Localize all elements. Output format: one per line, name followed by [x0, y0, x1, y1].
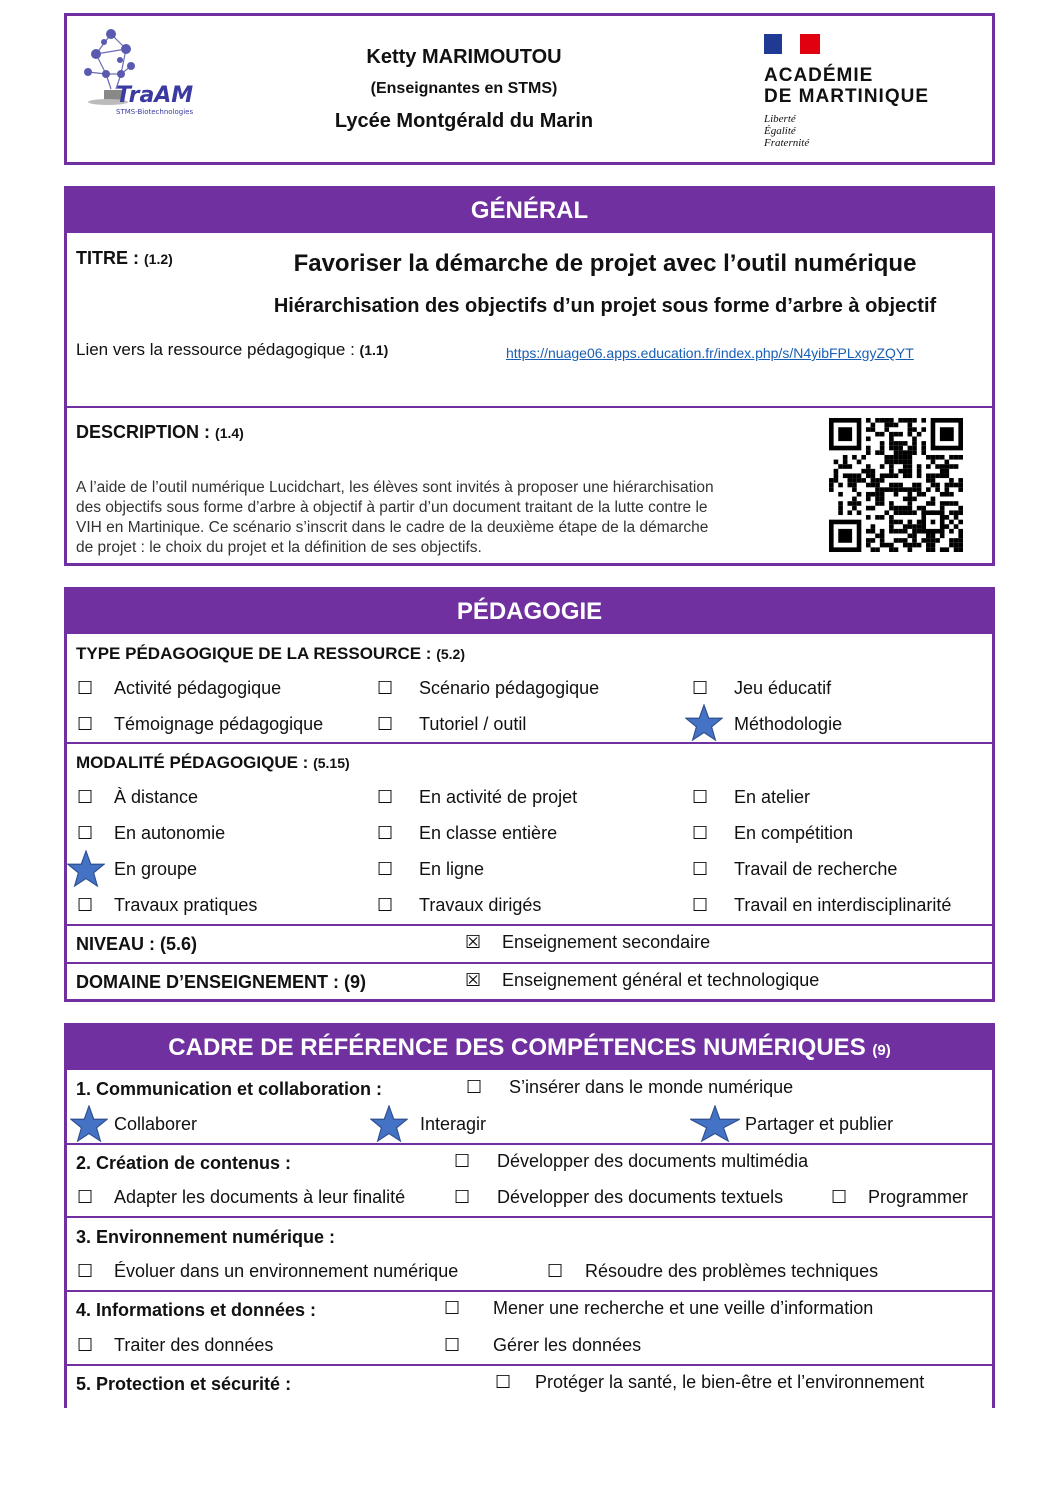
checkbox-tp[interactable]: ☐: [77, 895, 94, 916]
option-ligne: En ligne: [419, 859, 485, 879]
school-name: Lycée Montgérald du Marin: [334, 110, 594, 132]
link-label: Lien vers la ressource pédagogique : (1.1): [76, 340, 389, 359]
description-line: de projet : le choix du projet et la définition de ses objectifs.: [76, 539, 482, 556]
motto-liberte: Liberté: [764, 113, 796, 125]
star-icon[interactable]: [67, 850, 105, 888]
divider: [67, 1143, 992, 1145]
checkbox-tutoriel[interactable]: ☐: [377, 714, 394, 735]
option-td: Travaux dirigés: [419, 895, 542, 915]
french-flag-icon: [764, 34, 820, 54]
star-icon[interactable]: [70, 1105, 108, 1143]
option-traiter: Traiter des données: [114, 1335, 274, 1355]
checkbox-recherche[interactable]: ☐: [692, 859, 709, 880]
description-line: A l’aide de l’outil numérique Lucidchart, les élèves sont invités à proposer une hiérarchisation: [76, 479, 714, 496]
divider: [67, 406, 992, 408]
option-textuels: Développer des documents textuels: [497, 1187, 784, 1207]
section5-label: 5. Protection et sécurité :: [76, 1374, 292, 1394]
checkbox-textuels[interactable]: ☐: [454, 1187, 471, 1208]
lightbulb-network-icon: [76, 24, 206, 124]
option-activite: Activité pédagogique: [114, 678, 282, 698]
academie-logo: [764, 34, 964, 154]
svg-text:TraAM: TraAM: [116, 83, 194, 108]
checkbox-gerer[interactable]: ☐: [444, 1335, 461, 1356]
niveau-value: Enseignement secondaire: [502, 932, 711, 952]
traam-logo: [76, 24, 206, 124]
divider: [67, 1216, 992, 1218]
checkbox-projet[interactable]: ☐: [377, 787, 394, 808]
option-interagir: Interagir: [420, 1114, 487, 1134]
author-role: (Enseignantes en STMS): [370, 80, 558, 97]
option-competition: En compétition: [734, 823, 854, 843]
divider: [67, 742, 992, 744]
checkbox-adapter[interactable]: ☐: [77, 1187, 94, 1208]
option-collaborer: Collaborer: [114, 1114, 198, 1134]
option-autonomie: En autonomie: [114, 823, 226, 843]
type-label: TYPE PÉDAGOGIQUE DE LA RESSOURCE : (5.2): [76, 644, 466, 663]
resource-subtitle: Hiérarchisation des objectifs d’un projet sous forme d’arbre à objectif: [273, 295, 937, 317]
description-text: [76, 478, 816, 558]
resource-title: Favoriser la démarche de projet avec l’outil numérique: [293, 250, 917, 277]
checkbox-veille[interactable]: ☐: [444, 1298, 461, 1319]
divider: [67, 1290, 992, 1292]
divider: [67, 924, 992, 926]
section1-label: 1. Communication et collaboration :: [76, 1079, 383, 1099]
qr-code-graphic: [829, 418, 963, 552]
option-programmer: Programmer: [868, 1187, 969, 1207]
option-classe: En classe entière: [419, 823, 558, 843]
qr-code-icon: [829, 418, 963, 552]
divider: [67, 1364, 992, 1366]
option-scenario: Scénario pédagogique: [419, 678, 600, 698]
republic-motto: [764, 113, 964, 149]
checkbox-competition[interactable]: ☐: [692, 823, 709, 844]
checkbox-autonomie[interactable]: ☐: [77, 823, 94, 844]
star-icon[interactable]: [688, 1105, 742, 1143]
section4-label: 4. Informations et données :: [76, 1300, 317, 1320]
pedagogie-heading: PÉDAGOGIE: [67, 590, 992, 634]
checkbox-classe[interactable]: ☐: [377, 823, 394, 844]
checkbox-programmer[interactable]: ☐: [831, 1187, 848, 1208]
option-multimedia: Développer des documents multimédia: [497, 1151, 809, 1171]
option-groupe: En groupe: [114, 859, 198, 879]
motto-egalite: Égalité: [764, 125, 796, 137]
checkbox-ligne[interactable]: ☐: [377, 859, 394, 880]
checkbox-atelier[interactable]: ☐: [692, 787, 709, 808]
titre-label: TITRE : (1.2): [76, 248, 173, 268]
option-tutoriel: Tutoriel / outil: [419, 714, 527, 734]
checkbox-td[interactable]: ☐: [377, 895, 394, 916]
option-methodologie: Méthodologie: [734, 714, 843, 734]
modalite-label: MODALITÉ PÉDAGOGIQUE : (5.15): [76, 753, 350, 772]
checkbox-sante[interactable]: ☐: [495, 1372, 512, 1393]
section3-label: 3. Environnement numérique :: [76, 1227, 336, 1247]
star-icon[interactable]: [685, 704, 723, 742]
general-heading: GÉNÉRAL: [67, 189, 992, 233]
checkbox-jeu[interactable]: ☐: [692, 678, 709, 699]
checkbox-traiter[interactable]: ☐: [77, 1335, 94, 1356]
option-distance: À distance: [114, 787, 199, 807]
description-label: DESCRIPTION : (1.4): [76, 422, 244, 442]
option-sante: Protéger la santé, le bien-être et l’environnement: [535, 1372, 925, 1392]
description-line: des objectifs sous forme d’arbre à objectif à partir d’un document traitant de la lutte contre le: [76, 499, 708, 516]
academie-line2: DE MARTINIQUE: [764, 86, 929, 107]
svg-text:STMS-Biotechnologies: STMS-Biotechnologies: [116, 108, 194, 116]
option-evoluer: Évoluer dans un environnement numérique: [114, 1261, 459, 1281]
niveau-label: NIVEAU : (5.6): [76, 934, 198, 954]
checkbox-multimedia[interactable]: ☐: [454, 1151, 471, 1172]
author-name: Ketty MARIMOUTOU: [366, 46, 562, 68]
option-jeu: Jeu éducatif: [734, 678, 832, 698]
checkbox-interdisciplinarite[interactable]: ☐: [692, 895, 709, 916]
option-interdisciplinarite: Travail en interdisciplinarité: [734, 895, 952, 915]
checkbox-evoluer[interactable]: ☐: [77, 1261, 94, 1282]
resource-link[interactable]: https://nuage06.apps.education.fr/index.php/s/N4yibFPLxgyZQYT: [506, 345, 914, 361]
option-adapter: Adapter les documents à leur finalité: [114, 1187, 406, 1207]
competences-heading: CADRE DE RÉFÉRENCE DES COMPÉTENCES NUMÉRIQUES (9): [67, 1026, 992, 1070]
option-temoignage: Témoignage pédagogique: [114, 714, 324, 734]
section2-label: 2. Création de contenus :: [76, 1153, 292, 1173]
checkbox-inserer[interactable]: ☐: [466, 1077, 483, 1098]
option-gerer: Gérer les données: [493, 1335, 642, 1355]
domaine-value: Enseignement général et technologique: [502, 970, 820, 990]
checkbox-resoudre[interactable]: ☐: [547, 1261, 564, 1282]
checkbox-activite[interactable]: ☐: [77, 678, 94, 699]
checkbox-domaine[interactable]: ☒: [465, 970, 482, 991]
option-projet: En activité de projet: [419, 787, 578, 807]
motto-fraternite: Fraternité: [764, 137, 810, 149]
domaine-label: DOMAINE D’ENSEIGNEMENT : (9): [76, 972, 367, 992]
star-icon[interactable]: [370, 1105, 408, 1143]
option-partager: Partager et publier: [745, 1114, 894, 1134]
option-resoudre: Résoudre des problèmes techniques: [585, 1261, 879, 1281]
academie-line1: ACADÉMIE: [764, 65, 874, 86]
option-atelier: En atelier: [734, 787, 811, 807]
option-veille: Mener une recherche et une veille d’information: [493, 1298, 874, 1318]
checkbox-distance[interactable]: ☐: [77, 787, 94, 808]
option-tp: Travaux pratiques: [114, 895, 258, 915]
divider: [67, 962, 992, 964]
checkbox-scenario[interactable]: ☐: [377, 678, 394, 699]
description-line: VIH en Martinique. Ce scénario s’inscrit dans le cadre de la deuxième étape de la démarche: [76, 519, 709, 536]
option-inserer: S’insérer dans le monde numérique: [509, 1077, 794, 1097]
checkbox-niveau[interactable]: ☒: [465, 932, 482, 953]
checkbox-temoignage[interactable]: ☐: [77, 714, 94, 735]
option-recherche: Travail de recherche: [734, 859, 898, 879]
